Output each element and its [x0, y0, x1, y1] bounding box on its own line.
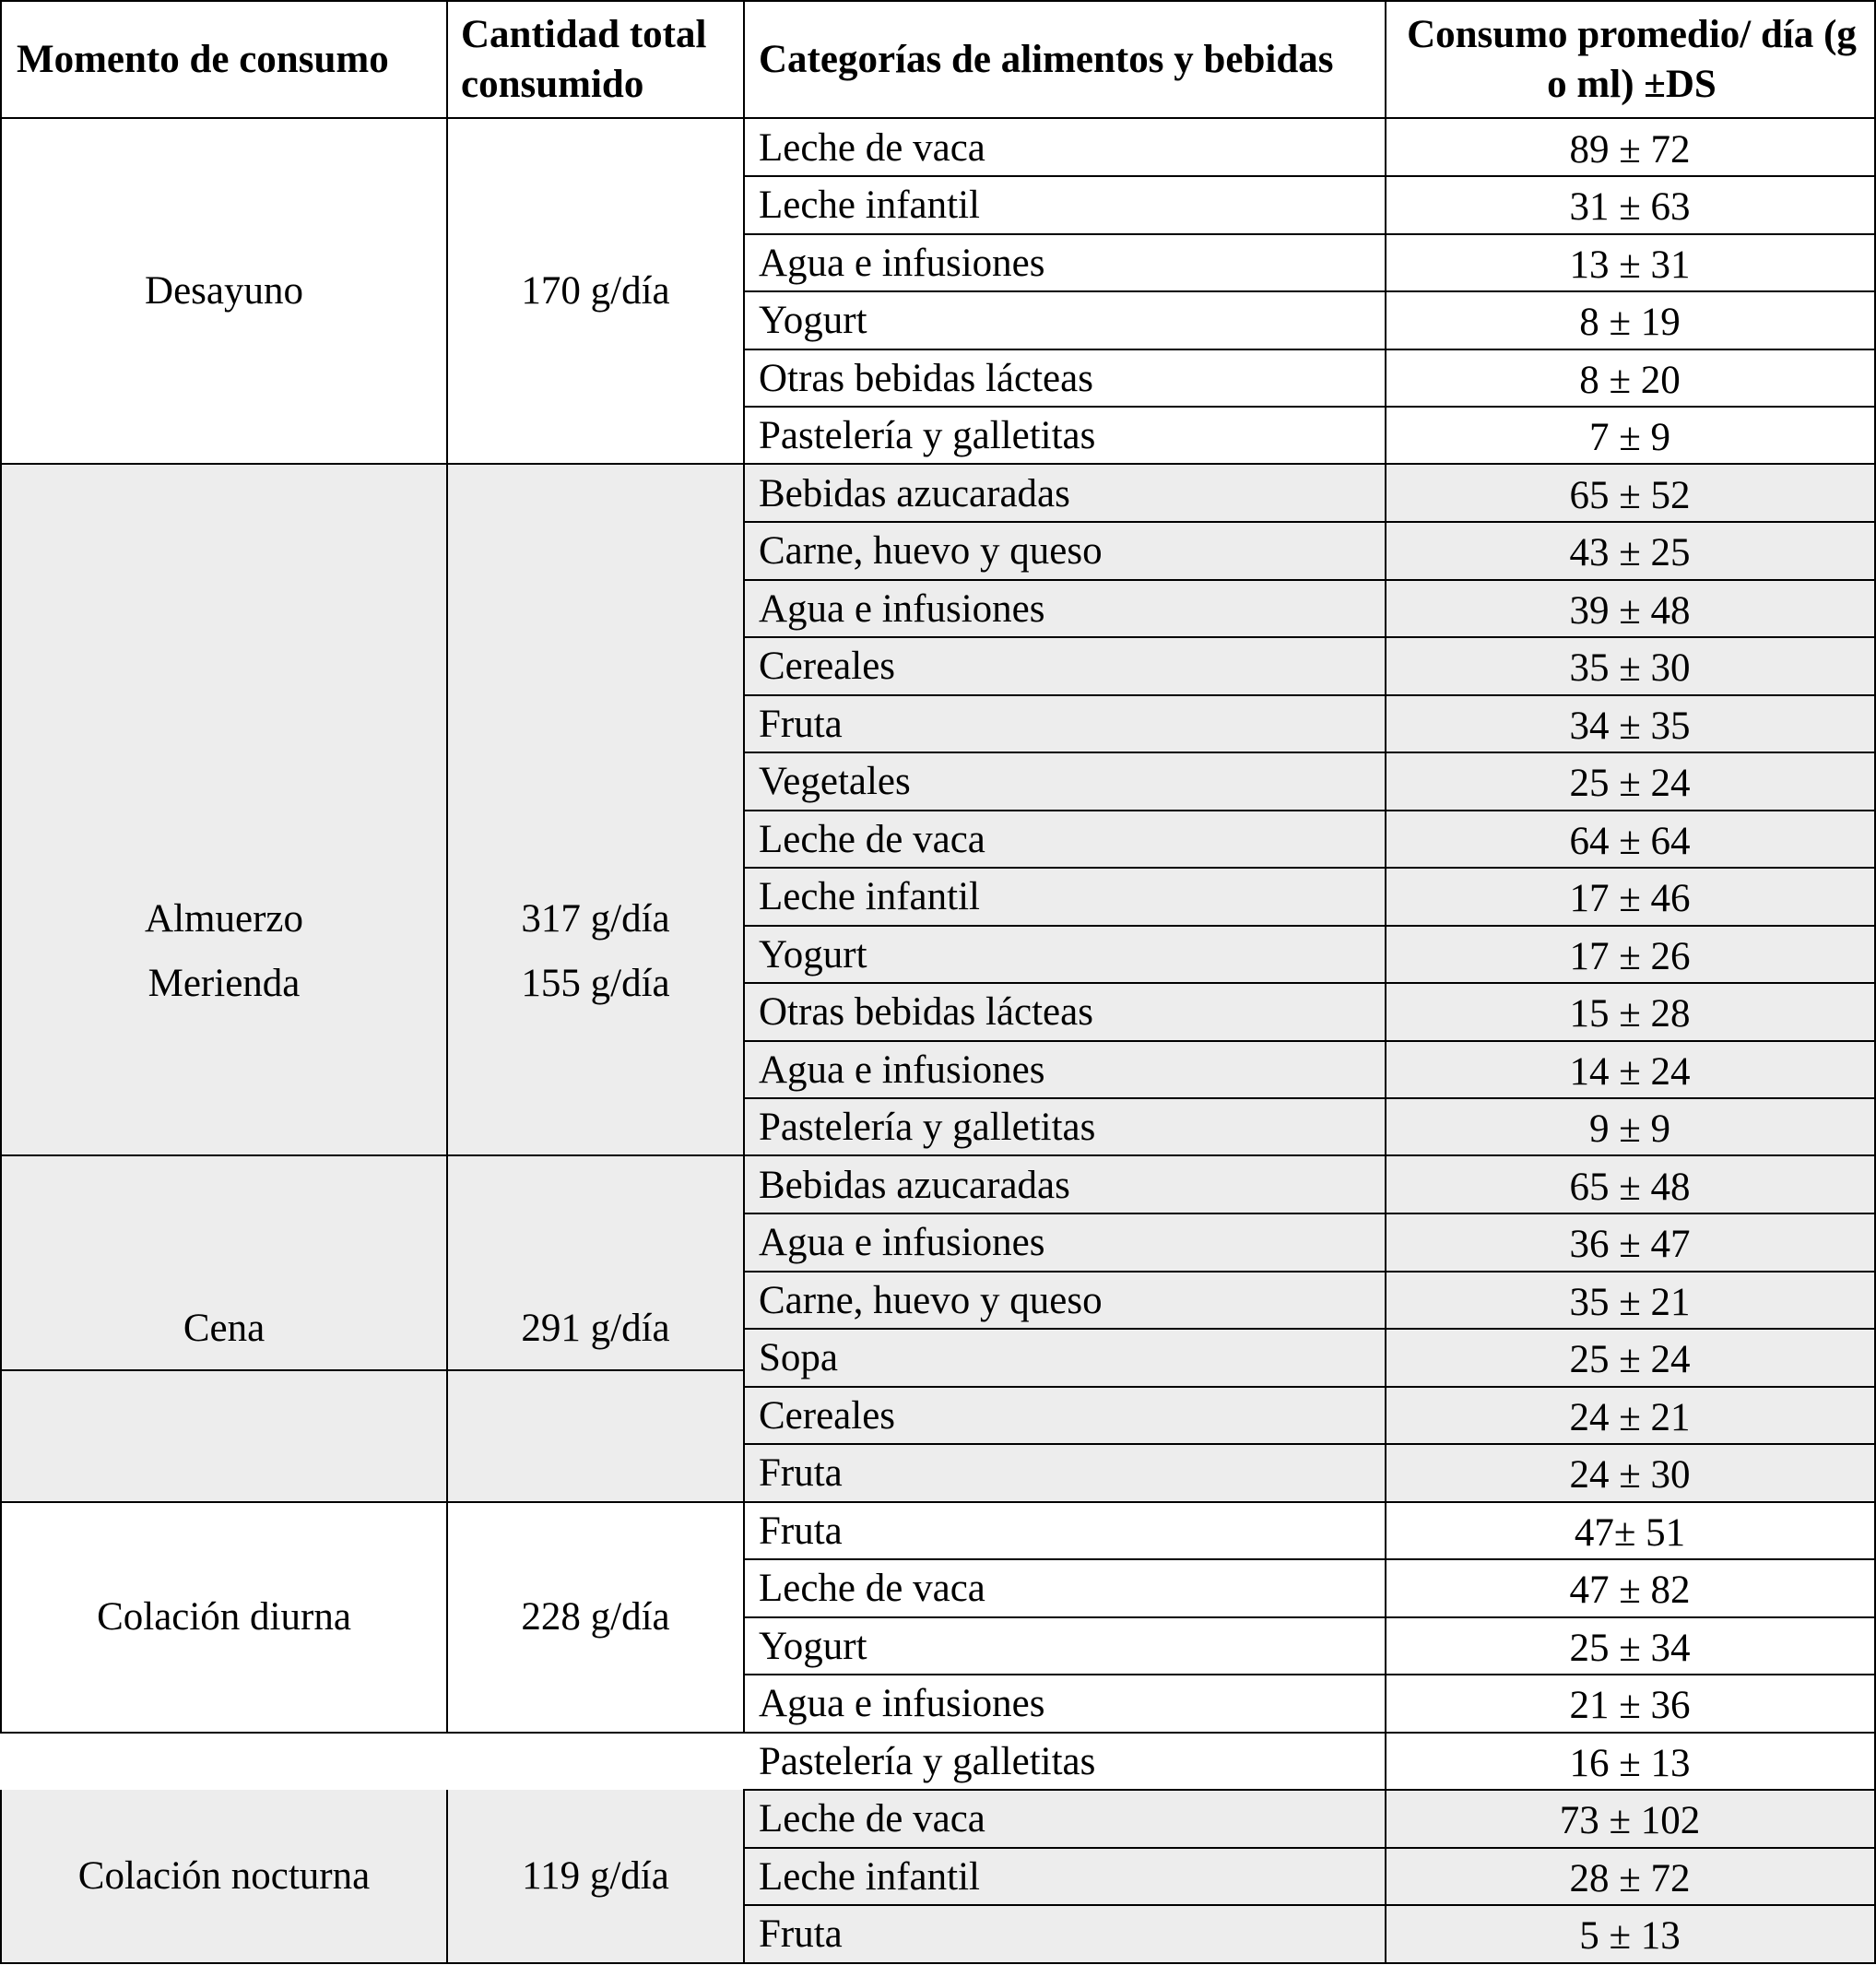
hline-r14	[743, 925, 1876, 927]
hline-r13	[743, 867, 1876, 869]
cantidad-merienda: 155 g/día	[521, 962, 670, 1005]
row-8-consumo: 43 ± 25	[1569, 531, 1691, 574]
border-left-upper	[0, 0, 2, 1733]
row-11-categoria: Fruta	[759, 703, 843, 746]
hline-r21	[743, 1328, 1876, 1330]
row-12-categoria: Vegetales	[759, 760, 911, 803]
row-5-consumo: 8 ± 20	[1579, 359, 1681, 402]
row-9-categoria: Agua e infusiones	[759, 587, 1045, 631]
row-14-consumo: 17 ± 46	[1569, 877, 1691, 920]
row-2-consumo: 31 ± 63	[1569, 185, 1691, 229]
vline-col2-lower	[743, 1790, 745, 1964]
row-3-categoria: Agua e infusiones	[759, 242, 1045, 285]
row-23-consumo: 24 ± 21	[1569, 1396, 1691, 1439]
momento-colacion-diurna: Colación diurna	[97, 1595, 351, 1639]
vline-col1-lower	[446, 1790, 448, 1964]
row-4-categoria: Yogurt	[759, 299, 867, 342]
hline-r27	[743, 1674, 1876, 1675]
header-momento: Momento de consumo	[17, 38, 389, 81]
row-25-consumo: 47± 51	[1574, 1511, 1686, 1555]
row-17-consumo: 14 ± 24	[1569, 1050, 1691, 1094]
row-32-categoria: Fruta	[759, 1912, 843, 1956]
hline-r3	[743, 290, 1876, 292]
border-top	[0, 0, 1876, 2]
row-15-consumo: 17 ± 26	[1569, 935, 1691, 978]
row-1-consumo: 89 ± 72	[1569, 128, 1691, 172]
row-29-consumo: 16 ± 13	[1569, 1742, 1691, 1785]
hline-r31	[743, 1904, 1876, 1906]
vline-col1-upper	[446, 0, 448, 1733]
row-14-categoria: Leche infantil	[759, 875, 980, 918]
row-1-categoria: Leche de vaca	[759, 126, 985, 170]
row-18-categoria: Pastelería y galletitas	[759, 1106, 1096, 1149]
hline-r2	[743, 233, 1876, 235]
momento-colacion-nocturna: Colación nocturna	[77, 1854, 371, 1898]
row-6-consumo: 7 ± 9	[1588, 416, 1671, 459]
row-28-consumo: 21 ± 36	[1569, 1684, 1691, 1727]
row-19-consumo: 65 ± 48	[1569, 1166, 1691, 1209]
row-25-categoria: Fruta	[759, 1509, 843, 1553]
row-7-consumo: 65 ± 52	[1569, 474, 1691, 517]
momento-almuerzo: Almuerzo	[145, 897, 303, 941]
hline-r8	[743, 579, 1876, 581]
row-29-categoria: Pastelería y galletitas	[759, 1740, 1096, 1783]
momento-desayuno: Desayuno	[145, 269, 303, 313]
hline-r23	[743, 1443, 1876, 1445]
row-13-consumo: 64 ± 64	[1569, 820, 1691, 863]
hline-r5	[743, 406, 1876, 408]
row-16-categoria: Otras bebidas lácteas	[759, 990, 1093, 1034]
row-20-consumo: 36 ± 47	[1569, 1223, 1691, 1266]
row-12-consumo: 25 ± 24	[1569, 762, 1691, 805]
hline-r25	[743, 1558, 1876, 1560]
row-21-consumo: 35 ± 21	[1569, 1281, 1691, 1324]
row-23-categoria: Cereales	[759, 1394, 896, 1438]
row-22-consumo: 25 ± 24	[1569, 1338, 1691, 1381]
hline-r7	[743, 521, 1876, 523]
row-17-categoria: Agua e infusiones	[759, 1048, 1045, 1092]
row-18-consumo: 9 ± 9	[1588, 1107, 1671, 1151]
row-5-categoria: Otras bebidas lácteas	[759, 357, 1093, 400]
momento-cena: Cena	[183, 1307, 265, 1350]
header-cantidad: Cantidad total consumido	[461, 13, 707, 106]
cantidad-almuerzo: 317 g/día	[521, 897, 670, 941]
row-8-categoria: Carne, huevo y queso	[759, 529, 1103, 573]
row-6-categoria: Pastelería y galletitas	[759, 414, 1096, 457]
hline-header	[0, 117, 1876, 119]
row-3-consumo: 13 ± 31	[1569, 243, 1691, 287]
row-7-categoria: Bebidas azucaradas	[759, 472, 1070, 515]
cantidad-desayuno: 170 g/día	[521, 269, 670, 313]
row-28-categoria: Agua e infusiones	[759, 1682, 1045, 1725]
hline-diurna-end	[0, 1732, 1876, 1734]
header-consumo: Consumo promedio/ día (g o ml) ±DS	[1407, 13, 1857, 106]
hline-r12	[743, 810, 1876, 811]
hline-r20	[743, 1271, 1876, 1273]
row-27-consumo: 25 ± 34	[1569, 1627, 1691, 1670]
cantidad-colacion-diurna: 228 g/día	[521, 1595, 670, 1639]
row-30-categoria: Leche de vaca	[759, 1797, 985, 1841]
row-4-consumo: 8 ± 19	[1579, 301, 1681, 344]
cantidad-colacion-nocturna: 119 g/día	[522, 1854, 669, 1898]
row-19-categoria: Bebidas azucaradas	[759, 1164, 1070, 1207]
hline-r16	[743, 1040, 1876, 1042]
row-9-consumo: 39 ± 48	[1569, 589, 1691, 633]
row-31-categoria: Leche infantil	[759, 1855, 980, 1899]
hline-r4	[743, 349, 1876, 350]
row-27-categoria: Yogurt	[759, 1625, 867, 1668]
row-13-categoria: Leche de vaca	[759, 818, 985, 861]
hline-r1	[743, 175, 1876, 177]
hline-desayuno-end	[0, 463, 1876, 465]
row-26-categoria: Leche de vaca	[759, 1567, 985, 1610]
hline-cena-end	[0, 1501, 1876, 1503]
border-left-lower	[0, 1790, 2, 1964]
hline-r11	[743, 752, 1876, 753]
row-15-categoria: Yogurt	[759, 933, 867, 977]
row-24-consumo: 24 ± 30	[1569, 1453, 1691, 1497]
hline-r9	[743, 636, 1876, 638]
hline-r19	[743, 1213, 1876, 1214]
row-26-consumo: 47 ± 82	[1569, 1568, 1691, 1612]
row-31-consumo: 28 ± 72	[1569, 1857, 1691, 1900]
row-24-categoria: Fruta	[759, 1451, 843, 1495]
header-categorias: Categorías de alimentos y bebidas	[759, 38, 1334, 81]
hline-cena-split	[0, 1369, 745, 1371]
hline-r22	[743, 1386, 1876, 1388]
hline-orphan-end	[743, 1789, 1876, 1791]
row-16-consumo: 15 ± 28	[1569, 992, 1691, 1036]
row-2-categoria: Leche infantil	[759, 183, 980, 227]
hline-r15	[743, 982, 1876, 984]
hline-r17	[743, 1097, 1876, 1099]
row-20-categoria: Agua e infusiones	[759, 1221, 1045, 1264]
row-32-consumo: 5 ± 13	[1579, 1914, 1681, 1958]
hline-almuerzo-end	[0, 1154, 1876, 1156]
row-10-consumo: 35 ± 30	[1569, 646, 1691, 690]
row-11-consumo: 34 ± 35	[1569, 704, 1691, 748]
row-21-categoria: Carne, huevo y queso	[759, 1279, 1103, 1322]
row-10-categoria: Cereales	[759, 645, 896, 688]
momento-merienda: Merienda	[147, 962, 301, 1005]
row-30-consumo: 73 ± 102	[1559, 1799, 1701, 1842]
cantidad-cena: 291 g/día	[521, 1307, 670, 1350]
hline-r30	[743, 1847, 1876, 1849]
row-22-categoria: Sopa	[759, 1336, 838, 1379]
hline-r26	[743, 1616, 1876, 1618]
hline-r10	[743, 694, 1876, 696]
